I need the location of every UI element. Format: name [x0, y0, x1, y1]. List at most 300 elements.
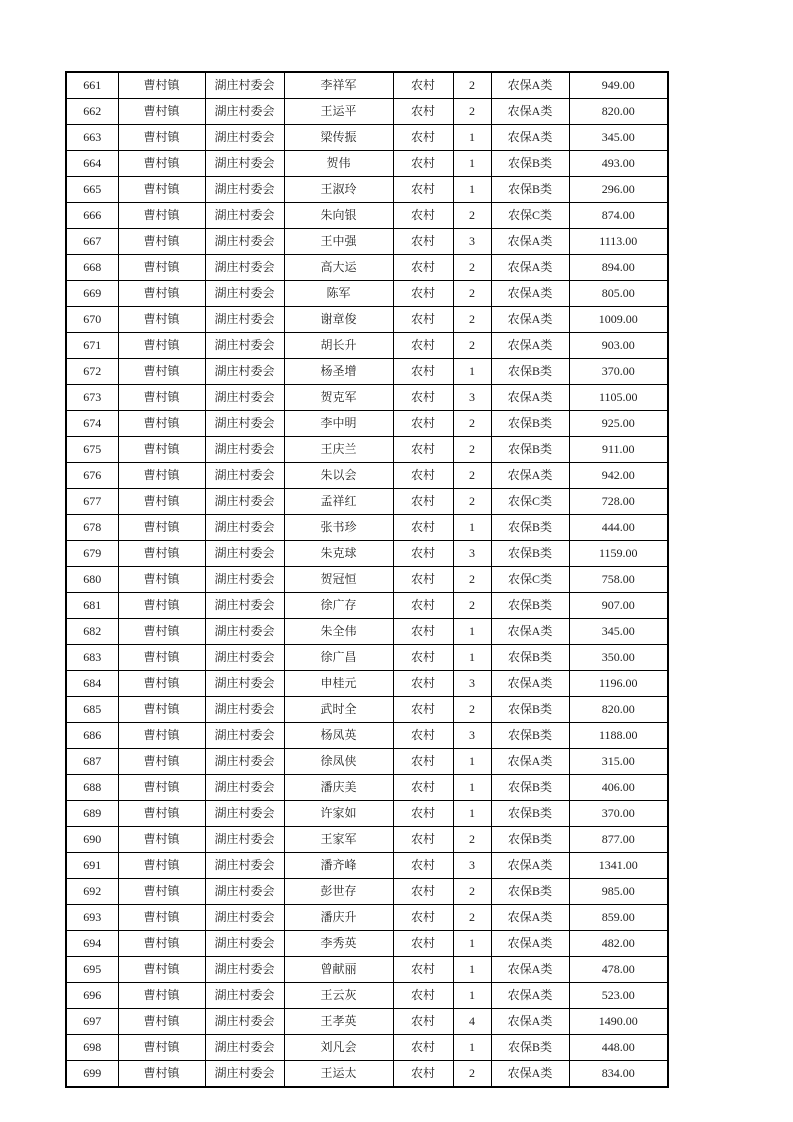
table-row — [66, 801, 668, 827]
cell-amount: 1196.00 — [569, 671, 668, 697]
cell-amount: 874.00 — [569, 203, 668, 229]
cell-town: 曹村镇 — [118, 125, 205, 151]
cell-person-name: 王淑玲 — [284, 177, 393, 203]
cell-town: 曹村镇 — [118, 957, 205, 983]
cell-amount: 949.00 — [569, 72, 668, 99]
cell-person-name: 王运平 — [284, 99, 393, 125]
cell-amount: 805.00 — [569, 281, 668, 307]
cell-person-name: 申桂元 — [284, 671, 393, 697]
cell-seq: 690 — [66, 827, 118, 853]
cell-town: 曹村镇 — [118, 99, 205, 125]
cell-person-name: 朱以会 — [284, 463, 393, 489]
cell-village-committee: 湖庄村委会 — [205, 151, 284, 177]
cell-town: 曹村镇 — [118, 1035, 205, 1061]
cell-person-count: 1 — [453, 775, 491, 801]
cell-residence-type: 农村 — [393, 203, 453, 229]
table-row — [66, 775, 668, 801]
table-row — [66, 983, 668, 1009]
cell-insurance-category: 农保C类 — [491, 567, 569, 593]
cell-amount: 296.00 — [569, 177, 668, 203]
cell-seq: 682 — [66, 619, 118, 645]
cell-amount: 370.00 — [569, 801, 668, 827]
cell-person-count: 2 — [453, 1061, 491, 1088]
cell-insurance-category: 农保B类 — [491, 801, 569, 827]
cell-seq: 673 — [66, 385, 118, 411]
cell-town: 曹村镇 — [118, 151, 205, 177]
cell-residence-type: 农村 — [393, 1035, 453, 1061]
cell-seq: 699 — [66, 1061, 118, 1088]
cell-village-committee: 湖庄村委会 — [205, 229, 284, 255]
cell-amount: 942.00 — [569, 463, 668, 489]
cell-person-name: 张书珍 — [284, 515, 393, 541]
cell-person-count: 2 — [453, 879, 491, 905]
cell-insurance-category: 农保B类 — [491, 515, 569, 541]
cell-town: 曹村镇 — [118, 437, 205, 463]
table-row — [66, 385, 668, 411]
cell-insurance-category: 农保B类 — [491, 697, 569, 723]
cell-person-name: 朱克球 — [284, 541, 393, 567]
table-row — [66, 619, 668, 645]
cell-person-count: 2 — [453, 697, 491, 723]
cell-person-count: 1 — [453, 957, 491, 983]
cell-person-name: 许家如 — [284, 801, 393, 827]
cell-person-name: 王孝英 — [284, 1009, 393, 1035]
cell-town: 曹村镇 — [118, 229, 205, 255]
cell-seq: 696 — [66, 983, 118, 1009]
cell-person-name: 陈军 — [284, 281, 393, 307]
cell-insurance-category: 农保A类 — [491, 229, 569, 255]
cell-person-name: 杨圣增 — [284, 359, 393, 385]
cell-seq: 681 — [66, 593, 118, 619]
cell-person-name: 谢章俊 — [284, 307, 393, 333]
cell-amount: 1105.00 — [569, 385, 668, 411]
cell-insurance-category: 农保A类 — [491, 281, 569, 307]
cell-insurance-category: 农保A类 — [491, 99, 569, 125]
cell-residence-type: 农村 — [393, 931, 453, 957]
cell-amount: 482.00 — [569, 931, 668, 957]
cell-village-committee: 湖庄村委会 — [205, 255, 284, 281]
cell-person-count: 2 — [453, 489, 491, 515]
cell-person-count: 1 — [453, 983, 491, 1009]
cell-person-name: 徐广昌 — [284, 645, 393, 671]
cell-person-count: 2 — [453, 281, 491, 307]
cell-insurance-category: 农保B类 — [491, 1035, 569, 1061]
cell-person-count: 1 — [453, 619, 491, 645]
cell-person-count: 2 — [453, 255, 491, 281]
cell-person-name: 杨凤英 — [284, 723, 393, 749]
cell-seq: 684 — [66, 671, 118, 697]
cell-insurance-category: 农保A类 — [491, 255, 569, 281]
cell-insurance-category: 农保B类 — [491, 593, 569, 619]
cell-amount: 493.00 — [569, 151, 668, 177]
table-row — [66, 1035, 668, 1061]
table-row — [66, 437, 668, 463]
cell-insurance-category: 农保A类 — [491, 463, 569, 489]
cell-seq: 680 — [66, 567, 118, 593]
cell-person-name: 王云灰 — [284, 983, 393, 1009]
cell-insurance-category: 农保A类 — [491, 749, 569, 775]
cell-residence-type: 农村 — [393, 541, 453, 567]
cell-amount: 350.00 — [569, 645, 668, 671]
cell-town: 曹村镇 — [118, 463, 205, 489]
cell-person-name: 胡长升 — [284, 333, 393, 359]
cell-village-committee: 湖庄村委会 — [205, 307, 284, 333]
cell-amount: 877.00 — [569, 827, 668, 853]
cell-town: 曹村镇 — [118, 255, 205, 281]
cell-seq: 679 — [66, 541, 118, 567]
cell-seq: 695 — [66, 957, 118, 983]
cell-amount: 894.00 — [569, 255, 668, 281]
cell-seq: 663 — [66, 125, 118, 151]
cell-village-committee: 湖庄村委会 — [205, 203, 284, 229]
cell-residence-type: 农村 — [393, 515, 453, 541]
cell-town: 曹村镇 — [118, 697, 205, 723]
cell-person-name: 贺克军 — [284, 385, 393, 411]
cell-person-count: 2 — [453, 567, 491, 593]
cell-village-committee: 湖庄村委会 — [205, 671, 284, 697]
cell-person-count: 2 — [453, 463, 491, 489]
cell-seq: 678 — [66, 515, 118, 541]
table-row — [66, 671, 668, 697]
cell-insurance-category: 农保C类 — [491, 203, 569, 229]
cell-amount: 925.00 — [569, 411, 668, 437]
cell-person-count: 1 — [453, 1035, 491, 1061]
table-row — [66, 99, 668, 125]
cell-village-committee: 湖庄村委会 — [205, 72, 284, 99]
cell-town: 曹村镇 — [118, 307, 205, 333]
cell-amount: 315.00 — [569, 749, 668, 775]
cell-person-count: 3 — [453, 229, 491, 255]
cell-town: 曹村镇 — [118, 177, 205, 203]
cell-person-count: 1 — [453, 177, 491, 203]
cell-town: 曹村镇 — [118, 385, 205, 411]
cell-amount: 985.00 — [569, 879, 668, 905]
cell-village-committee: 湖庄村委会 — [205, 463, 284, 489]
cell-residence-type: 农村 — [393, 957, 453, 983]
cell-person-name: 李祥军 — [284, 72, 393, 99]
cell-village-committee: 湖庄村委会 — [205, 567, 284, 593]
cell-amount: 820.00 — [569, 697, 668, 723]
table-row — [66, 125, 668, 151]
cell-person-name: 刘凡会 — [284, 1035, 393, 1061]
table-row — [66, 281, 668, 307]
cell-seq: 668 — [66, 255, 118, 281]
cell-person-name: 徐凤侠 — [284, 749, 393, 775]
cell-seq: 693 — [66, 905, 118, 931]
cell-town: 曹村镇 — [118, 489, 205, 515]
cell-residence-type: 农村 — [393, 671, 453, 697]
cell-village-committee: 湖庄村委会 — [205, 359, 284, 385]
cell-residence-type: 农村 — [393, 177, 453, 203]
cell-person-name: 梁传振 — [284, 125, 393, 151]
cell-amount: 370.00 — [569, 359, 668, 385]
cell-village-committee: 湖庄村委会 — [205, 645, 284, 671]
cell-seq: 686 — [66, 723, 118, 749]
cell-insurance-category: 农保A类 — [491, 333, 569, 359]
cell-person-name: 朱向银 — [284, 203, 393, 229]
cell-residence-type: 农村 — [393, 697, 453, 723]
cell-residence-type: 农村 — [393, 72, 453, 99]
roster-table-body — [66, 72, 668, 1087]
cell-person-name: 王运太 — [284, 1061, 393, 1088]
cell-amount: 859.00 — [569, 905, 668, 931]
cell-town: 曹村镇 — [118, 567, 205, 593]
cell-village-committee: 湖庄村委会 — [205, 541, 284, 567]
cell-amount: 448.00 — [569, 1035, 668, 1061]
cell-village-committee: 湖庄村委会 — [205, 983, 284, 1009]
cell-insurance-category: 农保A类 — [491, 957, 569, 983]
cell-amount: 728.00 — [569, 489, 668, 515]
cell-person-name: 李秀英 — [284, 931, 393, 957]
cell-amount: 758.00 — [569, 567, 668, 593]
cell-town: 曹村镇 — [118, 619, 205, 645]
cell-person-name: 王家军 — [284, 827, 393, 853]
cell-person-count: 2 — [453, 411, 491, 437]
table-row — [66, 723, 668, 749]
cell-town: 曹村镇 — [118, 72, 205, 99]
table-row — [66, 541, 668, 567]
cell-amount: 406.00 — [569, 775, 668, 801]
table-row — [66, 645, 668, 671]
cell-residence-type: 农村 — [393, 775, 453, 801]
table-row — [66, 1009, 668, 1035]
table-row — [66, 567, 668, 593]
cell-residence-type: 农村 — [393, 385, 453, 411]
cell-residence-type: 农村 — [393, 983, 453, 1009]
cell-insurance-category: 农保B类 — [491, 177, 569, 203]
cell-town: 曹村镇 — [118, 671, 205, 697]
cell-person-name: 贺伟 — [284, 151, 393, 177]
cell-residence-type: 农村 — [393, 1061, 453, 1088]
table-row — [66, 151, 668, 177]
cell-amount: 1490.00 — [569, 1009, 668, 1035]
cell-insurance-category: 农保B类 — [491, 541, 569, 567]
cell-town: 曹村镇 — [118, 515, 205, 541]
cell-person-name: 彭世存 — [284, 879, 393, 905]
cell-person-name: 徐广存 — [284, 593, 393, 619]
cell-seq: 674 — [66, 411, 118, 437]
cell-insurance-category: 农保A类 — [491, 1009, 569, 1035]
cell-person-count: 1 — [453, 749, 491, 775]
table-row — [66, 931, 668, 957]
cell-residence-type: 农村 — [393, 489, 453, 515]
cell-residence-type: 农村 — [393, 567, 453, 593]
cell-amount: 820.00 — [569, 99, 668, 125]
cell-village-committee: 湖庄村委会 — [205, 385, 284, 411]
cell-person-count: 2 — [453, 333, 491, 359]
table-row — [66, 333, 668, 359]
cell-amount: 911.00 — [569, 437, 668, 463]
cell-person-count: 1 — [453, 359, 491, 385]
cell-town: 曹村镇 — [118, 281, 205, 307]
cell-person-count: 2 — [453, 905, 491, 931]
cell-village-committee: 湖庄村委会 — [205, 333, 284, 359]
cell-residence-type: 农村 — [393, 801, 453, 827]
cell-town: 曹村镇 — [118, 853, 205, 879]
cell-amount: 345.00 — [569, 619, 668, 645]
table-row — [66, 749, 668, 775]
cell-person-name: 武时全 — [284, 697, 393, 723]
cell-insurance-category: 农保A类 — [491, 72, 569, 99]
cell-person-name: 李中明 — [284, 411, 393, 437]
cell-seq: 688 — [66, 775, 118, 801]
cell-insurance-category: 农保B类 — [491, 879, 569, 905]
table-row — [66, 879, 668, 905]
cell-seq: 694 — [66, 931, 118, 957]
cell-village-committee: 湖庄村委会 — [205, 827, 284, 853]
table-row — [66, 255, 668, 281]
cell-town: 曹村镇 — [118, 1009, 205, 1035]
cell-insurance-category: 农保C类 — [491, 489, 569, 515]
cell-seq: 661 — [66, 72, 118, 99]
cell-residence-type: 农村 — [393, 905, 453, 931]
cell-village-committee: 湖庄村委会 — [205, 515, 284, 541]
cell-residence-type: 农村 — [393, 1009, 453, 1035]
cell-insurance-category: 农保A类 — [491, 125, 569, 151]
cell-insurance-category: 农保B类 — [491, 437, 569, 463]
cell-town: 曹村镇 — [118, 593, 205, 619]
cell-seq: 667 — [66, 229, 118, 255]
cell-residence-type: 农村 — [393, 99, 453, 125]
roster-table — [65, 71, 669, 1088]
cell-person-count: 2 — [453, 99, 491, 125]
cell-insurance-category: 农保B类 — [491, 359, 569, 385]
cell-residence-type: 农村 — [393, 749, 453, 775]
table-row — [66, 359, 668, 385]
cell-insurance-category: 农保A类 — [491, 983, 569, 1009]
cell-village-committee: 湖庄村委会 — [205, 905, 284, 931]
cell-residence-type: 农村 — [393, 723, 453, 749]
cell-person-count: 2 — [453, 307, 491, 333]
cell-seq: 692 — [66, 879, 118, 905]
table-row — [66, 827, 668, 853]
cell-residence-type: 农村 — [393, 879, 453, 905]
cell-amount: 444.00 — [569, 515, 668, 541]
cell-insurance-category: 农保B类 — [491, 827, 569, 853]
cell-town: 曹村镇 — [118, 749, 205, 775]
cell-town: 曹村镇 — [118, 775, 205, 801]
cell-town: 曹村镇 — [118, 411, 205, 437]
cell-person-count: 4 — [453, 1009, 491, 1035]
cell-seq: 670 — [66, 307, 118, 333]
cell-village-committee: 湖庄村委会 — [205, 723, 284, 749]
cell-residence-type: 农村 — [393, 593, 453, 619]
table-row — [66, 697, 668, 723]
cell-seq: 691 — [66, 853, 118, 879]
cell-town: 曹村镇 — [118, 931, 205, 957]
cell-person-count: 1 — [453, 125, 491, 151]
cell-village-committee: 湖庄村委会 — [205, 125, 284, 151]
cell-seq: 698 — [66, 1035, 118, 1061]
cell-person-count: 2 — [453, 827, 491, 853]
cell-residence-type: 农村 — [393, 619, 453, 645]
cell-village-committee: 湖庄村委会 — [205, 411, 284, 437]
cell-person-name: 曾献丽 — [284, 957, 393, 983]
table-row — [66, 905, 668, 931]
table-row — [66, 1061, 668, 1088]
cell-person-count: 3 — [453, 853, 491, 879]
cell-person-count: 1 — [453, 645, 491, 671]
cell-village-committee: 湖庄村委会 — [205, 957, 284, 983]
table-row — [66, 72, 668, 99]
cell-village-committee: 湖庄村委会 — [205, 1009, 284, 1035]
cell-residence-type: 农村 — [393, 229, 453, 255]
cell-amount: 1341.00 — [569, 853, 668, 879]
cell-seq: 662 — [66, 99, 118, 125]
cell-residence-type: 农村 — [393, 307, 453, 333]
cell-insurance-category: 农保B类 — [491, 723, 569, 749]
cell-person-count: 1 — [453, 515, 491, 541]
cell-seq: 677 — [66, 489, 118, 515]
cell-amount: 478.00 — [569, 957, 668, 983]
cell-amount: 1009.00 — [569, 307, 668, 333]
cell-seq: 666 — [66, 203, 118, 229]
cell-town: 曹村镇 — [118, 905, 205, 931]
cell-insurance-category: 农保A类 — [491, 931, 569, 957]
cell-insurance-category: 农保A类 — [491, 385, 569, 411]
cell-village-committee: 湖庄村委会 — [205, 177, 284, 203]
cell-town: 曹村镇 — [118, 879, 205, 905]
cell-seq: 664 — [66, 151, 118, 177]
cell-insurance-category: 农保A类 — [491, 905, 569, 931]
cell-seq: 697 — [66, 1009, 118, 1035]
cell-seq: 672 — [66, 359, 118, 385]
cell-person-count: 1 — [453, 931, 491, 957]
cell-residence-type: 农村 — [393, 853, 453, 879]
cell-person-count: 2 — [453, 437, 491, 463]
table-row — [66, 957, 668, 983]
cell-person-count: 2 — [453, 203, 491, 229]
table-row — [66, 203, 668, 229]
cell-residence-type: 农村 — [393, 827, 453, 853]
cell-residence-type: 农村 — [393, 281, 453, 307]
cell-village-committee: 湖庄村委会 — [205, 749, 284, 775]
cell-amount: 903.00 — [569, 333, 668, 359]
cell-insurance-category: 农保A类 — [491, 671, 569, 697]
table-row — [66, 463, 668, 489]
cell-town: 曹村镇 — [118, 983, 205, 1009]
cell-village-committee: 湖庄村委会 — [205, 1061, 284, 1088]
cell-village-committee: 湖庄村委会 — [205, 437, 284, 463]
cell-village-committee: 湖庄村委会 — [205, 281, 284, 307]
cell-residence-type: 农村 — [393, 151, 453, 177]
cell-insurance-category: 农保B类 — [491, 411, 569, 437]
cell-insurance-category: 农保A类 — [491, 853, 569, 879]
cell-person-count: 3 — [453, 541, 491, 567]
cell-town: 曹村镇 — [118, 541, 205, 567]
cell-person-name: 潘齐峰 — [284, 853, 393, 879]
cell-town: 曹村镇 — [118, 333, 205, 359]
cell-insurance-category: 农保A类 — [491, 307, 569, 333]
cell-village-committee: 湖庄村委会 — [205, 593, 284, 619]
cell-town: 曹村镇 — [118, 1061, 205, 1088]
cell-person-count: 3 — [453, 671, 491, 697]
cell-seq: 671 — [66, 333, 118, 359]
cell-person-name: 高大运 — [284, 255, 393, 281]
table-row — [66, 411, 668, 437]
cell-village-committee: 湖庄村委会 — [205, 879, 284, 905]
cell-residence-type: 农村 — [393, 125, 453, 151]
cell-amount: 1113.00 — [569, 229, 668, 255]
cell-insurance-category: 农保A类 — [491, 1061, 569, 1088]
table-row — [66, 229, 668, 255]
table-row — [66, 853, 668, 879]
cell-amount: 1159.00 — [569, 541, 668, 567]
cell-village-committee: 湖庄村委会 — [205, 1035, 284, 1061]
cell-seq: 675 — [66, 437, 118, 463]
cell-residence-type: 农村 — [393, 437, 453, 463]
cell-town: 曹村镇 — [118, 203, 205, 229]
